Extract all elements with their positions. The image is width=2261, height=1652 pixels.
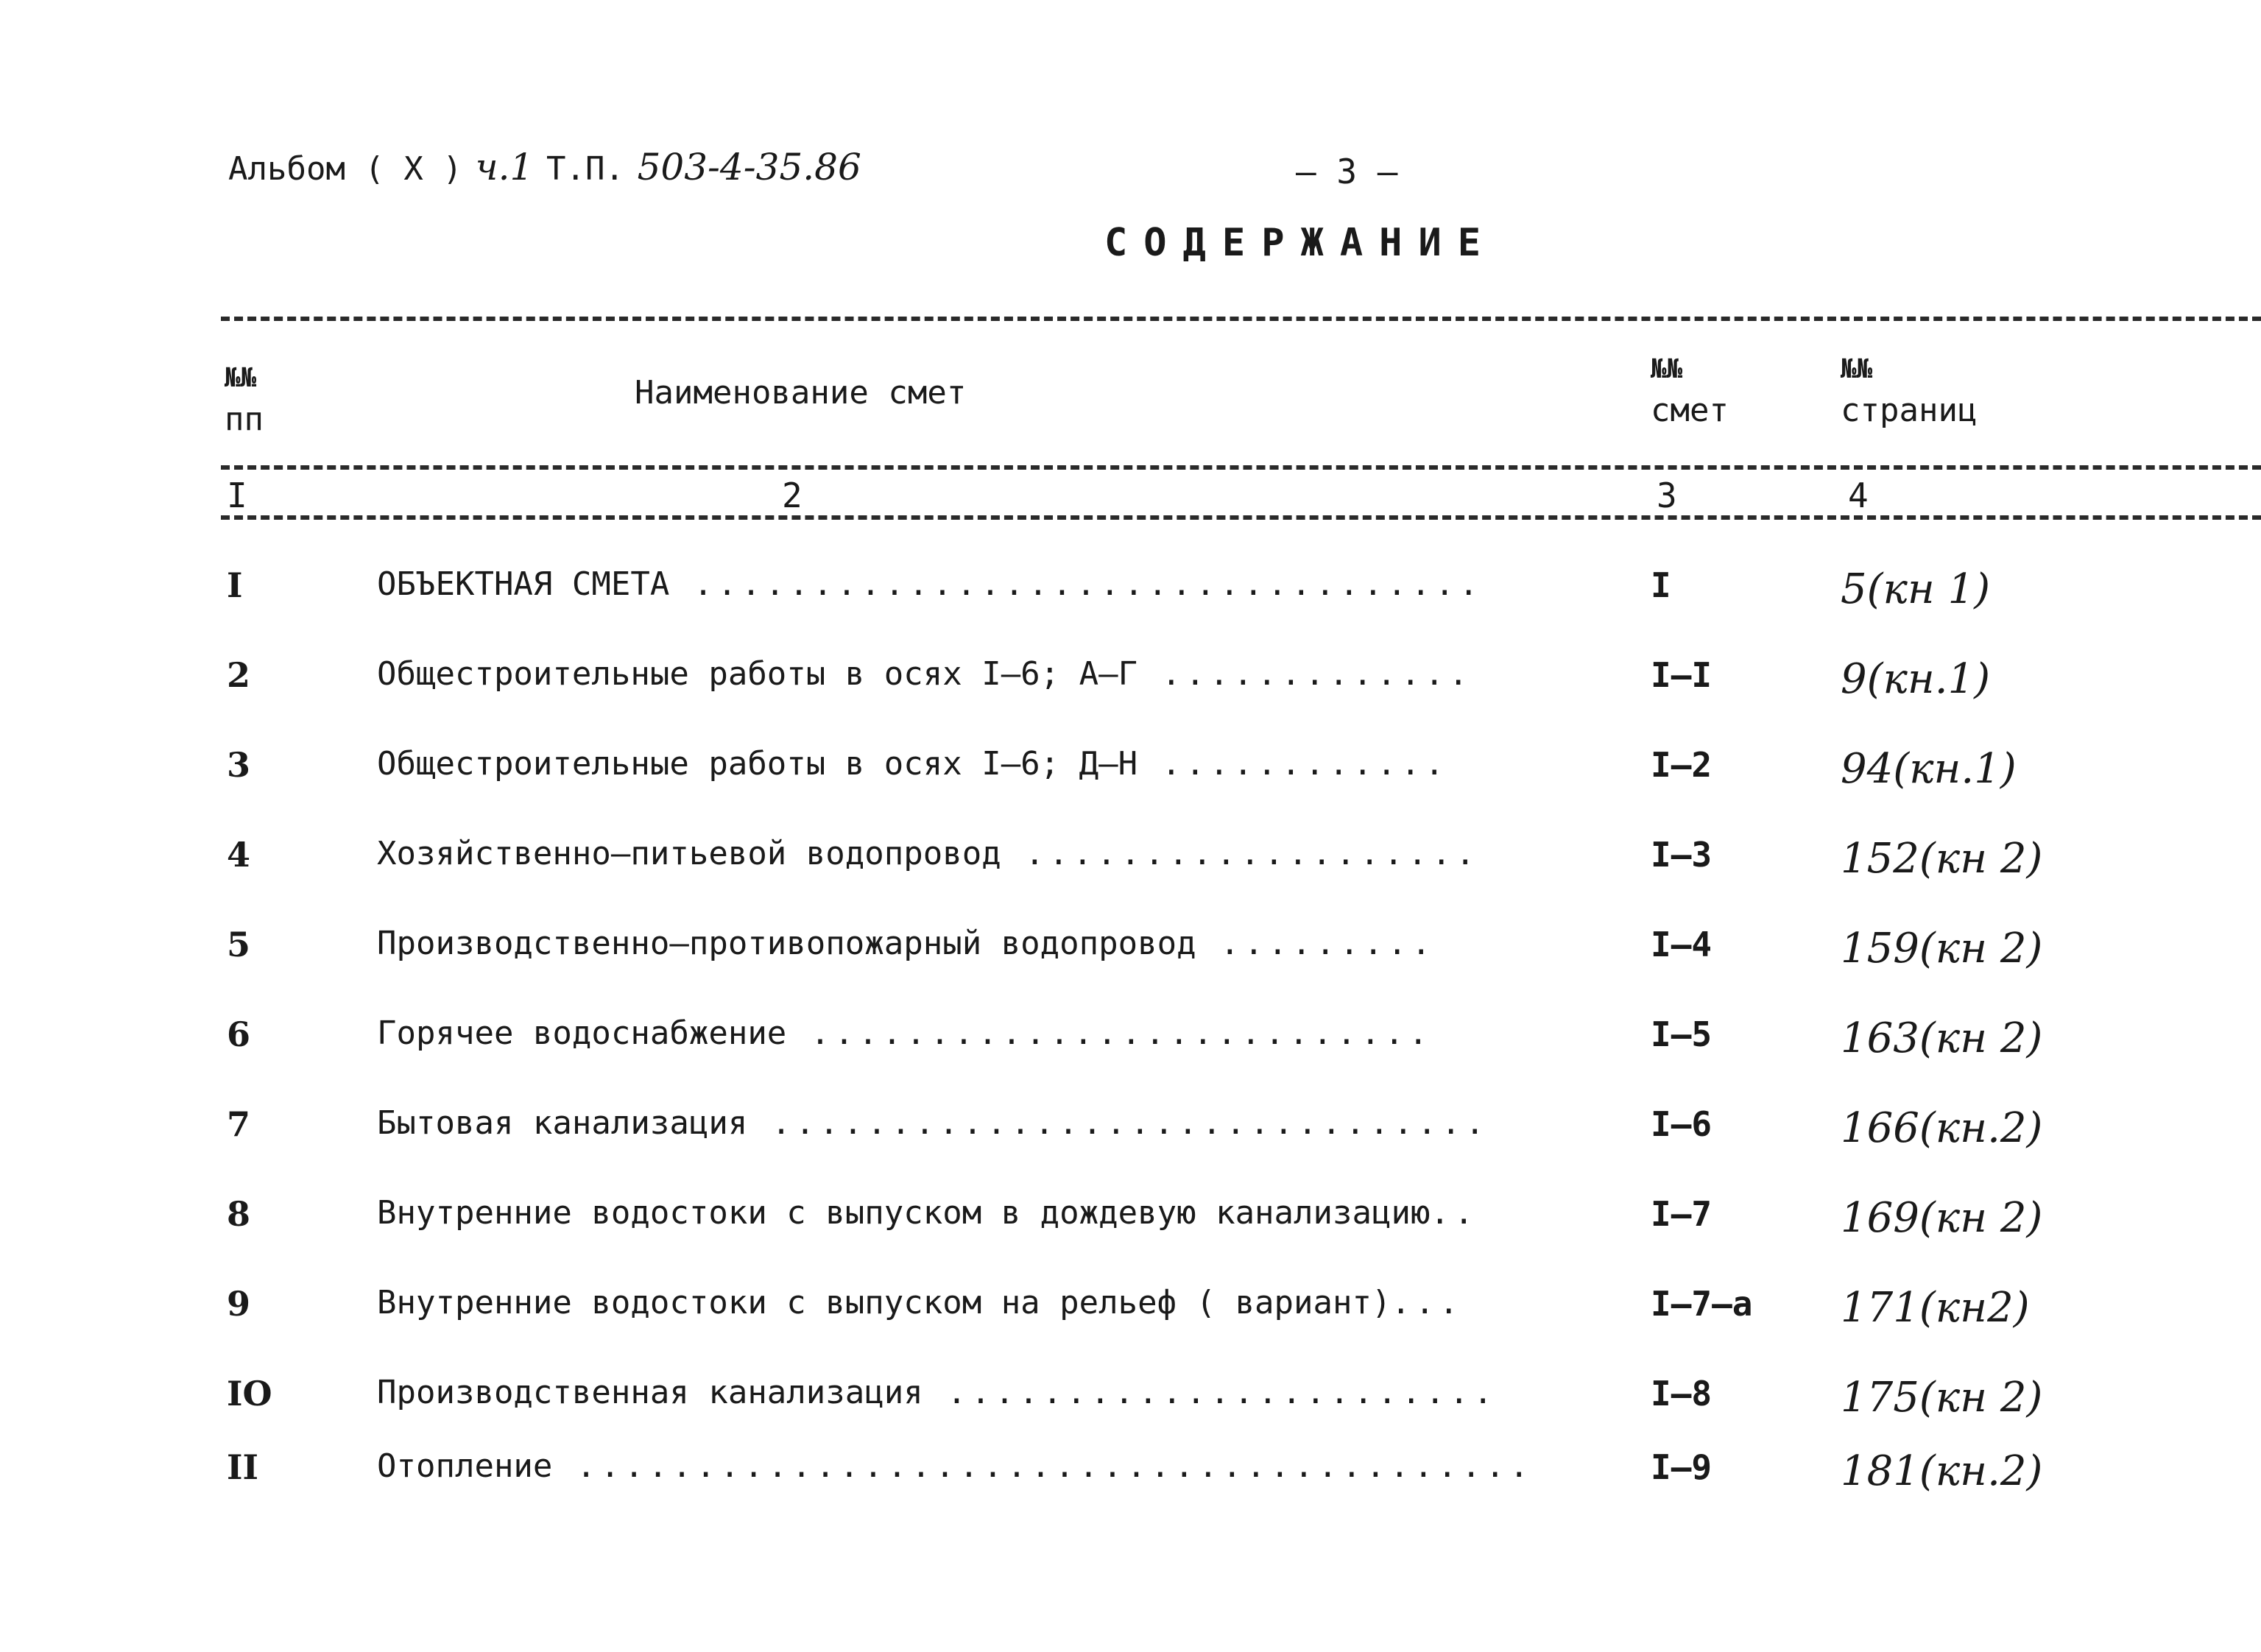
row-number: 7 <box>227 1104 251 1144</box>
row-name: Хозяйственно–питьевой водопровод ................... <box>377 835 1480 872</box>
row-estimate-code: I–9 <box>1651 1447 1712 1487</box>
row-name: Бытовая канализация .............................. <box>377 1104 1489 1142</box>
row-number: 6 <box>227 1014 251 1054</box>
row-page-handwritten: 166(кн.2) <box>1841 1104 2043 1152</box>
row-number: 4 <box>227 835 251 875</box>
row-number: IO <box>227 1374 272 1413</box>
page-title: СОДЕРЖАНИЕ <box>1104 221 1498 265</box>
row-page-handwritten: 163(кн 2) <box>1841 1014 2043 1062</box>
album-reference <box>228 146 867 188</box>
row-estimate-code: I–5 <box>1651 1014 1712 1054</box>
column-numbers-rule <box>221 515 2261 520</box>
row-name: Производственно–противопожарный водопровод ......... <box>377 925 1436 962</box>
row-name: Общестроительные работы в осях I–6; А–Г ............. <box>377 655 1472 693</box>
row-estimate-code: I–7–а <box>1651 1284 1753 1324</box>
column-number-4: 4 <box>1848 476 1869 515</box>
table-row <box>0 565 2261 624</box>
album-prefix: Альбом ( X ) <box>228 150 462 188</box>
column-header-name: Наименование смет <box>635 374 967 412</box>
row-page-handwritten: 159(кн 2) <box>1841 925 2043 973</box>
row-name: Общестроительные работы в осях I–6; Д–Н ............ <box>377 745 1449 783</box>
row-number: 9 <box>227 1284 251 1324</box>
column-header-pages: №№ страниц <box>1841 354 1978 429</box>
tp-label: Т.П. <box>546 150 624 188</box>
row-page-handwritten: 5(кн 1) <box>1841 565 1991 613</box>
table-row <box>0 1014 2261 1073</box>
table-row <box>0 655 2261 714</box>
tp-number-handwritten: 503-4-35.86 <box>637 146 861 188</box>
row-number: 5 <box>227 925 251 964</box>
table-row <box>0 1447 2261 1506</box>
column-number-3: 3 <box>1657 476 1677 515</box>
row-page-handwritten: 175(кн 2) <box>1841 1374 2043 1422</box>
row-name: Внутренние водостоки с выпуском в дождевую канализацию.. <box>377 1194 1478 1232</box>
row-number: 3 <box>227 745 251 785</box>
column-number-1: I <box>227 476 247 515</box>
row-estimate-code: I–6 <box>1651 1104 1712 1144</box>
row-page-handwritten: 171(кн2) <box>1841 1284 2030 1332</box>
row-name: Внутренние водостоки с выпуском на рельеф ( вариант)... <box>377 1284 1463 1321</box>
album-part-handwritten: ч.1 <box>475 146 534 188</box>
row-page-handwritten: 181(кн.2) <box>1841 1447 2043 1495</box>
row-number: II <box>227 1447 259 1487</box>
table-top-rule <box>221 317 2261 321</box>
row-page-handwritten: 94(кн.1) <box>1841 745 2017 793</box>
table-row <box>0 835 2261 894</box>
row-estimate-code: I–7 <box>1651 1194 1712 1234</box>
table-row <box>0 1194 2261 1253</box>
row-estimate-code: I–3 <box>1651 835 1712 875</box>
row-name: Отопление ........................................ <box>377 1447 1534 1485</box>
row-number: 2 <box>227 655 251 695</box>
row-name: Производственная канализация ....................... <box>377 1374 1498 1411</box>
table-row <box>0 745 2261 804</box>
table-row <box>0 1104 2261 1163</box>
column-number-2: 2 <box>782 476 803 515</box>
table-row <box>0 1284 2261 1343</box>
row-estimate-code: I–8 <box>1651 1374 1712 1413</box>
column-header-number: №№ пп <box>225 363 264 438</box>
row-page-handwritten: 169(кн 2) <box>1841 1194 2043 1242</box>
table-row <box>0 925 2261 984</box>
row-number: I <box>227 565 243 605</box>
page-number: – 3 – <box>1296 152 1398 191</box>
row-name: Горячее водоснабжение .......................... <box>377 1014 1433 1052</box>
column-header-estimate-number: №№ смет <box>1651 354 1729 429</box>
table-row <box>0 1374 2261 1433</box>
row-page-handwritten: 9(кн.1) <box>1841 655 1991 703</box>
row-estimate-code: I–2 <box>1651 745 1712 785</box>
row-estimate-code: I <box>1651 565 1671 605</box>
row-page-handwritten: 152(кн 2) <box>1841 835 2043 883</box>
row-estimate-code: I–4 <box>1651 925 1712 964</box>
row-name: ОБЪЕКТНАЯ СМЕТА ................................. <box>377 565 1484 603</box>
row-number: 8 <box>227 1194 251 1234</box>
row-estimate-code: I–I <box>1651 655 1712 695</box>
header-bottom-rule <box>221 465 2261 470</box>
